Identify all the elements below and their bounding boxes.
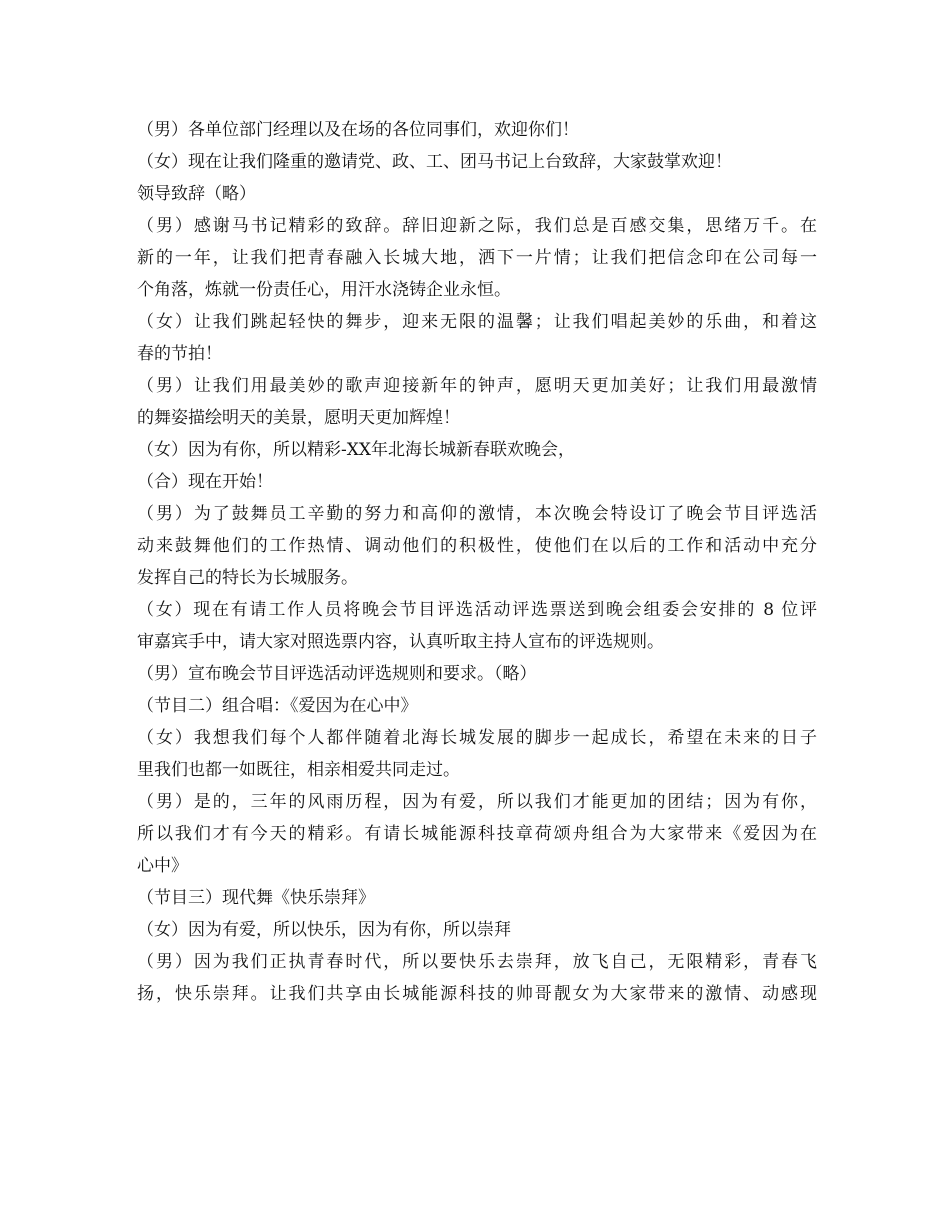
paragraph-line: 所以我们才有今天的精彩。有请长城能源科技章荷颂舟组合为大家带来《爱因为在 — [137, 824, 817, 844]
paragraph-line: （男）感谢马书记精彩的致辞。辞旧迎新之际，我们总是百感交集，思绪万千。在 — [137, 216, 817, 236]
paragraph-line: （男）宣布晚会节目评选活动评选规则和要求。（略） — [137, 664, 537, 684]
paragraph-line: 的舞姿描绘明天的美景，愿明天更加辉煌！ — [137, 408, 460, 428]
paragraph-line: 里我们也都一如既往，相亲相爱共同走过。 — [137, 760, 460, 780]
paragraph-line: （女）我想我们每个人都伴随着北海长城发展的脚步一起成长，希望在未来的日子 — [137, 728, 817, 748]
paragraph-line: （女）因为有爱，所以快乐，因为有你，所以崇拜 — [137, 920, 511, 940]
paragraph-line: （男）因为我们正执青春时代，所以要快乐去崇拜，放飞自己，无限精彩，青春飞 — [137, 952, 817, 972]
paragraph-line: 发挥自己的特长为长城服务。 — [137, 568, 358, 588]
paragraph-line: （男）让我们用最美妙的歌声迎接新年的钟声，愿明天更加美好；让我们用最激情 — [137, 376, 817, 396]
paragraph-line: （合）现在开始！ — [137, 472, 273, 492]
paragraph-line: 动来鼓舞他们的工作热情、调动他们的积极性，使他们在以后的工作和活动中充分 — [137, 536, 817, 556]
paragraph-line: （节目三）现代舞《快乐崇拜》 — [137, 888, 375, 908]
paragraph-line: 个角落，炼就一份责任心，用汗水浇铸企业永恒。 — [137, 280, 511, 300]
paragraph-line: （男）为了鼓舞员工辛勤的努力和高仰的激情，本次晚会特设订了晚会节目评选活 — [137, 504, 817, 524]
paragraph-line: 春的节拍！ — [137, 344, 222, 364]
paragraph-line: 新的一年，让我们把青春融入长城大地，洒下一片情；让我们把信念印在公司每一 — [137, 248, 817, 268]
paragraph-line: （女）现在有请工作人员将晚会节目评选活动评选票送到晚会组委会安排的 8 位评 — [137, 600, 817, 620]
paragraph-line: （男）各单位部门经理以及在场的各位同事们，欢迎你们！ — [137, 120, 579, 140]
paragraph-line: 领导致辞（略） — [137, 184, 256, 204]
paragraph-line: 审嘉宾手中，请大家对照选票内容，认真听取主持人宣布的评选规则。 — [137, 632, 664, 652]
paragraph-line: 扬，快乐崇拜。让我们共享由长城能源科技的帅哥靓女为大家带来的激情、动感现 — [137, 984, 817, 1004]
paragraph-line: （女）让我们跳起轻快的舞步，迎来无限的温馨；让我们唱起美妙的乐曲，和着这 — [137, 312, 817, 332]
document-body — [137, 114, 817, 1010]
paragraph-line: （女）因为有你，所以精彩-XX年北海长城新春联欢晚会， — [137, 440, 575, 460]
paragraph-line: （女）现在让我们隆重的邀请党、政、工、团马书记上台致辞，大家鼓掌欢迎！ — [137, 152, 732, 172]
paragraph-line: （节目二）组合唱：《爱因为在心中》 — [137, 696, 418, 716]
paragraph-line: 心中》 — [137, 856, 188, 876]
paragraph-line: （男）是的，三年的风雨历程，因为有爱，所以我们才能更加的团结；因为有你， — [137, 792, 817, 812]
